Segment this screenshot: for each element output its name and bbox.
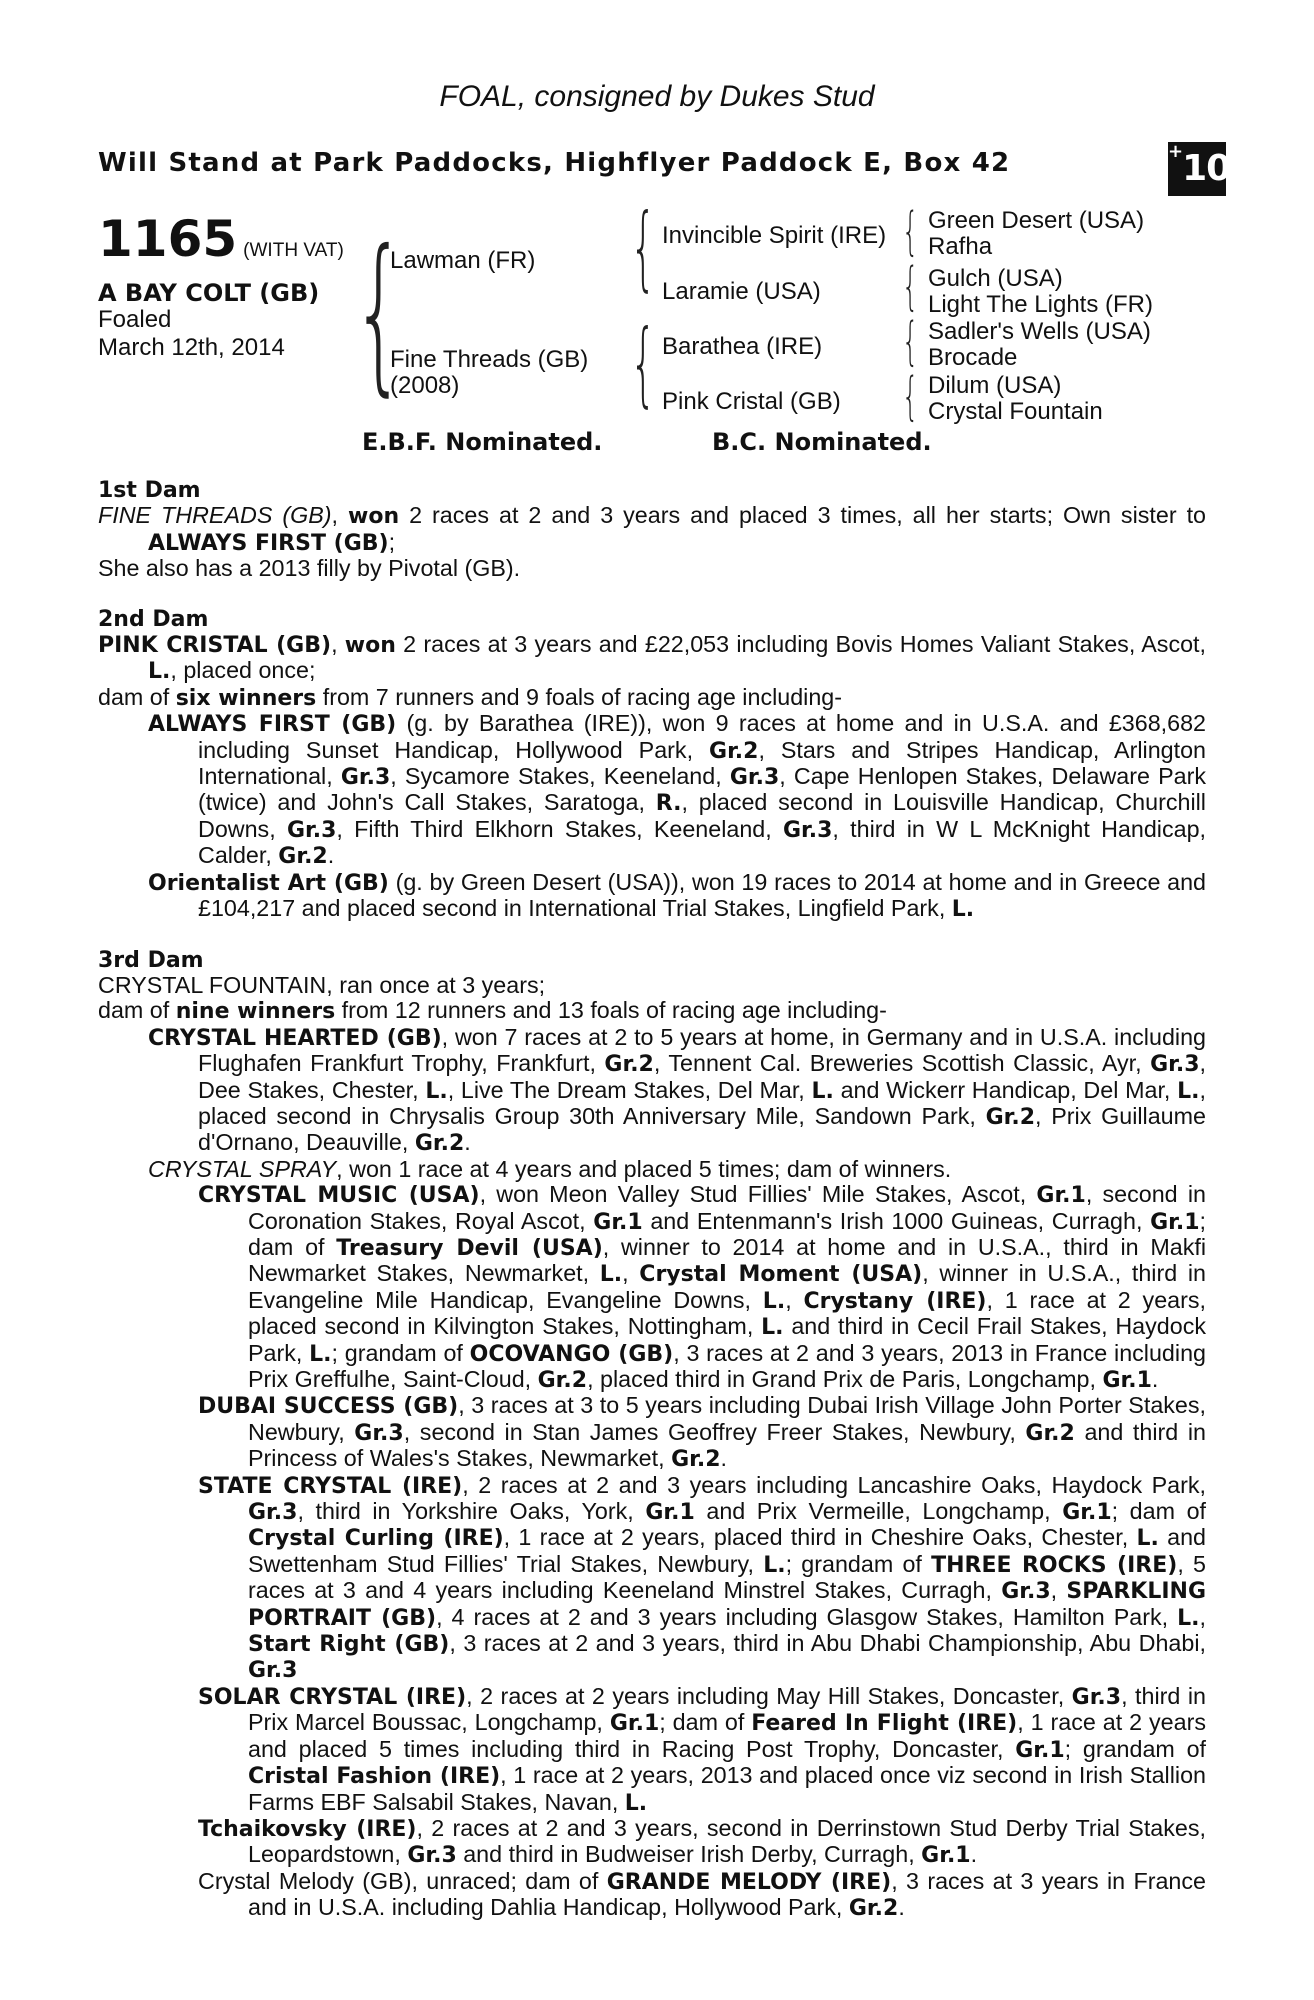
foaled-info (98, 306, 285, 362)
vat-note: (WITH VAT) (243, 240, 344, 261)
produce-dubai-success: DUBAI SUCCESS (GB), 3 races at 3 to 5 years including Dubai Irish Village John Porter Stakes, Newbury, Gr.3, second in Stan James Geoffrey Freer Stakes, Newbury, Gr.2 and third in Princess of Wales's Stakes, Newmarket, Gr.2. (198, 1392, 1206, 1473)
foaled-date: March 12th, 2014 (98, 334, 285, 361)
gg-5: Sadler's Wells (USA) (928, 318, 1151, 345)
produce-crystal-melody: Crystal Melody (GB), unraced; dam of GRANDE MELODY (IRE), 3 races at 3 years in France and in U.S.A. including Dahlia Handicap, Hollywood Park, Gr.2. (198, 1867, 1206, 1922)
second-dam-produce-line: dam of six winners from 7 runners and 9 foals of racing age including- (98, 683, 843, 711)
third-dam-heading: 3rd Dam (98, 947, 204, 973)
sire: Lawman (FR) (390, 247, 536, 274)
gg-2: Rafha (928, 233, 993, 260)
sire-sire: Invincible Spirit (IRE) (662, 222, 887, 249)
location-line: Will Stand at Park Paddocks, Highflyer Paddock E, Box 42 (98, 148, 1011, 178)
first-dam-note: She also has a 2013 filly by Pivotal (GB). (98, 555, 521, 582)
dam-year: (2008) (390, 372, 460, 399)
badge-number: 10 (1182, 148, 1231, 189)
produce-crystal-spray: CRYSTAL SPRAY, won 1 race at 4 years and placed 5 times; dam of winners. (148, 1155, 952, 1182)
first-dam-entry: FINE THREADS (GB), won 2 races at 2 and 3 years and placed 3 times, all her starts; Own sister to ALWAYS FIRST (GB); (98, 502, 1207, 556)
produce-solar-crystal: SOLAR CRYSTAL (IRE), 2 races at 2 years including May Hill Stakes, Doncaster, Gr.3, third in Prix Marcel Boussac, Longchamp, Gr.1; dam of Feared In Flight (IRE), 1 race at 2 years and placed 5 times including third in Racing Post Trophy, Doncaster, Gr.1; grandam of Cristal Fashion (IRE), 1 race at 2 years, 2013 and placed once viz second in Irish Stallion Farms EBF Salsabil Stakes, Navan, L. (198, 1682, 1206, 1816)
dam-dam: Pink Cristal (GB) (662, 388, 841, 415)
produce-tchaikovsky: Tchaikovsky (IRE), 2 races at 2 and 3 years, second in Derrinstown Stud Derby Trial Stakes, Leopardstown, Gr.3 and third in Budweiser Irish Derby, Curragh, Gr.1. (198, 1814, 1206, 1869)
gg-brace-3: { (902, 312, 919, 372)
catalogue-badge (1168, 141, 1231, 196)
lot-description: A BAY COLT (GB) (98, 279, 320, 307)
lot-number-value: 1165 (98, 210, 238, 268)
gg-1: Green Desert (USA) (928, 207, 1145, 234)
produce-crystal-hearted: CRYSTAL HEARTED (GB), won 7 races at 2 to 5 years at home, in Germany and in U.S.A. including Flughafen Frankfurt Trophy, Frankfurt, Gr.2, Tennent Cal. Breweries Scottish Classic, Ayr, Gr.3, Dee Stakes, Chester, L., Live The Dream Stakes, Del Mar, L. and Wickerr Handicap, Del Mar, L., placed second in Chrysalis Group 30th Anniversary Mile, Sandown Park, Gr.2, Prix Guillaume d'Ornano, Deauville, Gr.2. (148, 1023, 1206, 1157)
first-dam-heading: 1st Dam (98, 478, 201, 503)
gg-brace-2: { (902, 257, 919, 317)
produce-orientalist-art: Orientalist Art (GB) (g. by Green Desert (USA)), won 19 races to 2014 at home and in Greece and £104,217 and placed second in International Trial Stakes, Lingfield Park, L. (148, 868, 1206, 923)
gg-brace-4: { (902, 367, 919, 427)
gg-4: Light The Lights (FR) (928, 291, 1153, 318)
ebf-nomination: E.B.F. Nominated. (362, 428, 603, 456)
gg-3: Gulch (USA) (928, 265, 1063, 292)
gg-8: Crystal Fountain (928, 398, 1103, 425)
produce-always-first: ALWAYS FIRST (GB) (g. by Barathea (IRE)), won 9 races at home and in U.S.A. and £368,682 including Sunset Handicap, Hollywood Park, Gr.2, Stars and Stripes Handicap, Arlington International, Gr.3, Sycamore Stakes, Keeneland, Gr.3, Cape Henlopen Stakes, Delaware Park (twice) and John's Call Stakes, Saratoga, R., placed second in Louisville Handicap, Churchill Downs, Gr.3, Fifth Third Elkhorn Stakes, Keeneland, Gr.3, third in W L McKnight Handicap, Calder, Gr.2. (148, 710, 1207, 870)
sire-dam: Laramie (USA) (662, 278, 821, 305)
second-dam-heading: 2nd Dam (98, 606, 209, 632)
gg-6: Brocade (928, 344, 1018, 371)
lot-number (98, 210, 344, 268)
badge-plus: + (1168, 141, 1183, 162)
sire-line-brace: { (630, 194, 657, 301)
dam: Fine Threads (GB) (390, 346, 589, 373)
pedigree-notes (98, 478, 1206, 1922)
foaled-label: Foaled (98, 306, 172, 333)
dam-sire: Barathea (IRE) (662, 333, 823, 360)
sire-dam-brace: { (352, 214, 407, 412)
second-dam-entry: PINK CRISTAL (GB), won 2 races at 3 years and £22,053 including Bovis Homes Valiant Stakes, Ascot, L., placed once; (98, 631, 1207, 685)
produce-crystal-music: CRYSTAL MUSIC (USA), won Meon Valley Stud Fillies' Mile Stakes, Ascot, Gr.1, second in Coronation Stakes, Royal Ascot, Gr.1 and Entenmann's Irish 1000 Guineas, Curragh, Gr.1; dam of Treasury Devil (USA), winner to 2014 at home and in U.S.A., third in Makfi Newmarket Stakes, Newmarket, L., Crystal Moment (USA), winner in U.S.A., third in Evangeline Mile Handicap, Evangeline Downs, L., Crystany (IRE), 1 race at 2 years, placed second in Kilvington Stakes, Nottingham, L. and third in Cecil Frail Stakes, Haydock Park, L.; grandam of OCOVANGO (GB), 3 races at 2 and 3 years, 2013 in France including Prix Greffulhe, Saint-Cloud, Gr.2, placed third in Grand Prix de Paris, Longchamp, Gr.1. (198, 1181, 1207, 1393)
dam-line-brace: { (630, 310, 657, 417)
consignor-line: FOAL, consigned by Dukes Stud (439, 80, 875, 113)
produce-state-crystal: STATE CRYSTAL (IRE), 2 races at 2 and 3 years including Lancashire Oaks, Haydock Park, Gr.3, third in Yorkshire Oaks, York, Gr.1 and Prix Vermeille, Longchamp, Gr.1; dam of Crystal Curling (IRE), 1 race at 2 years, placed third in Cheshire Oaks, Chester, L. and Swettenham Stud Fillies' Trial Stakes, Newbury, L.; grandam of THREE ROCKS (IRE), 5 races at 3 and 4 years including Keeneland Minstrel Stakes, Curragh, Gr.3, SPARKLING PORTRAIT (GB), 4 races at 2 and 3 years including Glasgow Stakes, Hamilton Park, L., Start Right (GB), 3 races at 2 and 3 years, third in Abu Dhabi Championship, Abu Dhabi, Gr.3 (198, 1471, 1207, 1684)
third-dam-entry: CRYSTAL FOUNTAIN, ran once at 3 years; (98, 971, 546, 998)
gg-brace-1: { (902, 202, 919, 262)
third-dam-produce-line: dam of nine winners from 12 runners and 13 foals of racing age including- (98, 997, 887, 1025)
bc-nomination: B.C. Nominated. (712, 428, 932, 456)
gg-7: Dilum (USA) (928, 372, 1062, 399)
